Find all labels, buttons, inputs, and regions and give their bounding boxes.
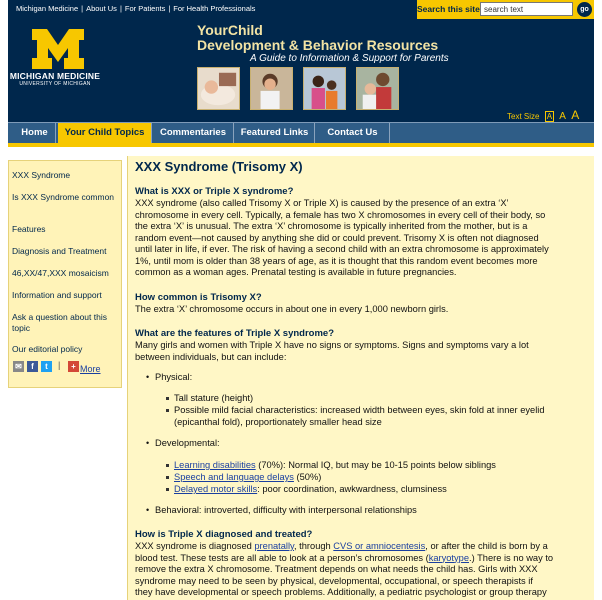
top-link-michigan-medicine[interactable]: Michigan Medicine (16, 4, 79, 13)
paragraph-what-is: XXX syndrome (also called Trisomy X or Triple X) is caused by the presence of an extra ‘X’ chromosome in every cell. Typically, a female has two X chromosomes in every cell of their body, so the extra ‘X’ is unusual. The extra ‘X’ chromosome is typically inherited from the mother, but is a random event—not caused by anything she did or could prevent. Trisomy X is often not diagnosed until later in life, if ever. The risk of having a second child with an extra chromosome is approximately 1%, until mom is older than 38 years of age, as it is thought that this random event becomes more common as a woman ages. Prenatal testing is available in future pregnancies. (135, 198, 549, 277)
heading-what-is: What is XXX or Triple X syndrome? (135, 186, 294, 197)
list-item-developmental: Developmental: (155, 438, 220, 448)
list-item-physical: Physical: (155, 372, 193, 382)
sidebar-item-xxx-syndrome[interactable]: XXX Syndrome (12, 170, 71, 180)
list-item: Delayed motor skills: poor coordination, awkwardness, clumsiness (174, 484, 447, 494)
nav-your-child-topics[interactable]: Your Child Topics (58, 123, 152, 143)
logo-subtitle: UNIVERSITY OF MICHIGAN (19, 81, 91, 87)
photo-newborn-image (197, 67, 240, 110)
paragraph-diagnosis: XXX syndrome is diagnosed prenatally, through CVS or amniocentesis, or after the child is born by a blood test. These tests are all able to look at a person’s chromosomes (karyotype.) There is no way to remove the extra X chromosome. Treatment depends on what needs the child has. Girls with XXX syndrome may need to be seen by physical, developmental, occupational, or speech therapists if they have developmental or speech problems. Additionally, a pediatric psychologist or group therapy (135, 541, 554, 597)
sidebar-item-ask-question[interactable]: Ask a question about this topic (12, 312, 107, 333)
left-sidebar (8, 160, 122, 388)
photo-family-image (303, 67, 346, 110)
list-bullet: • (146, 372, 150, 382)
block-m-logo[interactable] (30, 27, 86, 71)
delayed-motor-skills-link[interactable]: Delayed motor skills (174, 484, 258, 494)
text-size-label: Text Size (507, 112, 540, 121)
nav-commentaries[interactable]: Commentaries (153, 123, 234, 143)
sidebar-item-mosaicism[interactable]: 46,XX/47,XXX mosaicism (12, 268, 109, 278)
site-title-line1: YourChild (197, 22, 263, 38)
text-size-small-button[interactable]: A (546, 112, 553, 121)
heading-diagnosis: How is Triple X diagnosed and treated? (135, 529, 313, 540)
nav-featured-links[interactable]: Featured Links (235, 123, 315, 143)
share-more-link[interactable]: More (80, 364, 101, 374)
search-input[interactable] (480, 2, 573, 16)
email-icon[interactable]: ✉ (13, 361, 24, 372)
site-title-line2: Development & Behavior Resources (197, 37, 439, 53)
text-size-control (507, 108, 579, 122)
list-bullet: • (146, 438, 150, 448)
list-bullet (166, 476, 169, 479)
share-divider: | (58, 360, 61, 370)
sidebar-item-diagnosis[interactable]: Diagnosis and Treatment (12, 246, 107, 256)
main-content (127, 156, 594, 600)
paragraph-how-common: The extra ‘X’ chromosome occurs in about one in every 1,000 newborn girls. (135, 304, 449, 314)
top-link-for-health-professionals[interactable]: For Health Professionals (173, 4, 256, 13)
top-link-for-patients[interactable]: For Patients (124, 4, 166, 13)
sidebar-item-information-support[interactable]: Information and support (12, 290, 102, 300)
photo-child-image (250, 67, 293, 110)
list-bullet (166, 397, 169, 400)
list-bullet (166, 409, 169, 412)
site-tagline: A Guide to Information & Support for Parents (250, 53, 449, 64)
twitter-icon[interactable]: t (41, 361, 52, 372)
list-item: Possible mild facial characteristics: increased width between eyes, skin fold at inner eyelid (174, 405, 545, 415)
list-item: Speech and language delays (50%) (174, 472, 322, 482)
main-nav (8, 122, 594, 143)
plus-share-icon[interactable]: + (68, 361, 79, 372)
prenatally-link[interactable]: prenatally (254, 541, 295, 551)
nav-home[interactable]: Home (14, 123, 56, 143)
text-size-large-button[interactable]: A (571, 108, 580, 122)
heading-features: What are the features of Triple X syndrome? (135, 328, 335, 339)
facebook-icon[interactable]: f (27, 361, 38, 372)
text-size-medium-button[interactable]: A (559, 111, 566, 122)
search-area (417, 0, 594, 19)
list-item-continued: (epicanthal fold), proportionately smaller head size (174, 417, 382, 427)
photo-parent-child-image (356, 67, 399, 110)
logo-title: MICHIGAN MEDICINE (9, 71, 101, 81)
site-header (8, 19, 594, 122)
nav-contact-us[interactable]: Contact Us (316, 123, 390, 143)
cvs-amniocentesis-link[interactable]: CVS or amniocentesis (333, 541, 426, 551)
top-link-about-us[interactable]: About Us (86, 4, 117, 13)
list-bullet (166, 488, 169, 491)
sidebar-item-is-common[interactable]: Is XXX Syndrome common (12, 192, 115, 202)
list-item: Tall stature (height) (174, 393, 254, 403)
search-label: Search this site (417, 4, 480, 14)
list-item-behavioral: Behavioral: introverted, difficulty with interpersonal relationships (155, 505, 417, 515)
paragraph-features: Many girls and women with Triple X have no signs or symptoms. Signs and symptoms vary a lot between individuals, but can include: (135, 340, 529, 362)
karyotype-link[interactable]: karyotype (428, 552, 470, 563)
search-go-button[interactable]: go (577, 2, 592, 17)
speech-language-delays-link[interactable]: Speech and language delays (174, 472, 294, 482)
heading-how-common: How common is Trisomy X? (135, 292, 262, 303)
sidebar-item-features[interactable]: Features (12, 224, 46, 234)
list-item: Learning disabilities (70%): Normal IQ, but may be 10-15 points below siblings (174, 460, 496, 470)
list-bullet: • (146, 505, 150, 515)
learning-disabilities-link[interactable]: Learning disabilities (174, 460, 256, 470)
list-bullet (166, 464, 169, 467)
page-title: XXX Syndrome (Trisomy X) (135, 159, 303, 174)
nav-underline-strip (8, 143, 594, 147)
top-links: Michigan Medicine | About Us | For Patients | For Health Professionals (16, 4, 256, 13)
sidebar-item-editorial-policy[interactable]: Our editorial policy (12, 344, 83, 354)
